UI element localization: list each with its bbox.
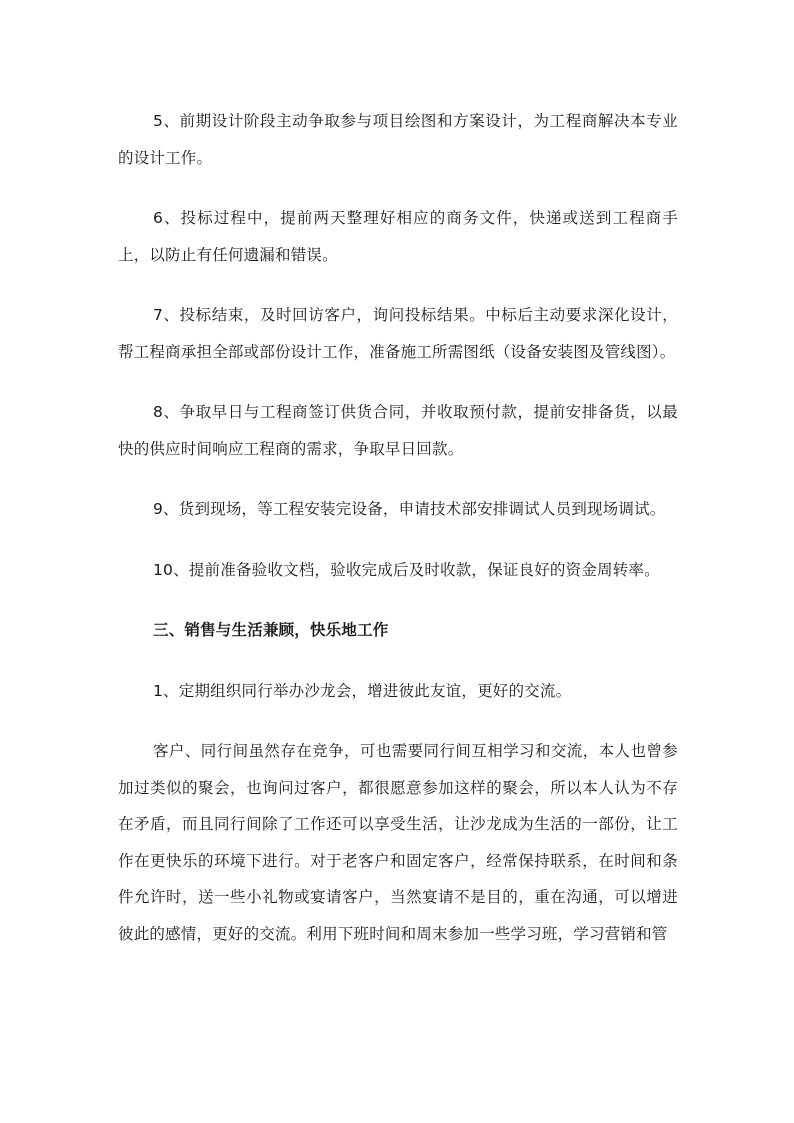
section-paragraph-1: 1、定期组织同行举办沙龙会，增进彼此友谊，更好的交流。 xyxy=(153,681,572,700)
paragraph-item-6: 6、投标过程中，提前两天整理好相应的商务文件，快递或送到工程商手上，以防止有任何遗漏和错误。 xyxy=(118,209,678,264)
paragraph-item-10: 10、提前准备验收文档，验收完成后及时收款，保证良好的资金周转率。 xyxy=(153,560,660,579)
document-body xyxy=(118,103,678,952)
section-paragraph-body: 客户、同行间虽然存在竞争，可也需要同行间互相学习和交流，本人也曾参加过类似的聚会，也询问过客户，都很愿意参加这样的聚会，所以本人认为不存在矛盾，而且同行间除了工作还可以享受生活，让沙龙成为生活的一部份，让工作在更快乐的环境下进行。对于老客户和固定客户，经常保持联系，在时间和条件允许时，送一些小礼物或宴请客户，当然宴请不是目的，重在沟通，可以增进彼此的感情，更好的交流。利用下班时间和周末参加一些学习班，学习营销和管 xyxy=(118,742,678,943)
paragraph-item-7: 7、投标结束，及时回访客户，询问投标结果。中标后主动要求深化设计，帮工程商承担全部或部份设计工作，准备施工所需图纸（设备安装图及管线图）。 xyxy=(118,306,678,361)
paragraph-item-8: 8、争取早日与工程商签订供货合同，并收取预付款，提前安排备货，以最快的供应时间响应工程商的需求，争取早日回款。 xyxy=(118,403,678,458)
paragraph-item-5: 5、前期设计阶段主动争取参与项目绘图和方案设计，为工程商解决本专业的设计工作。 xyxy=(118,112,678,167)
section-heading: 三、销售与生活兼顾，快乐地工作 xyxy=(153,621,389,639)
paragraph-item-9: 9、货到现场，等工程安装完设备，申请技术部安排调试人员到现场调试。 xyxy=(153,500,666,518)
